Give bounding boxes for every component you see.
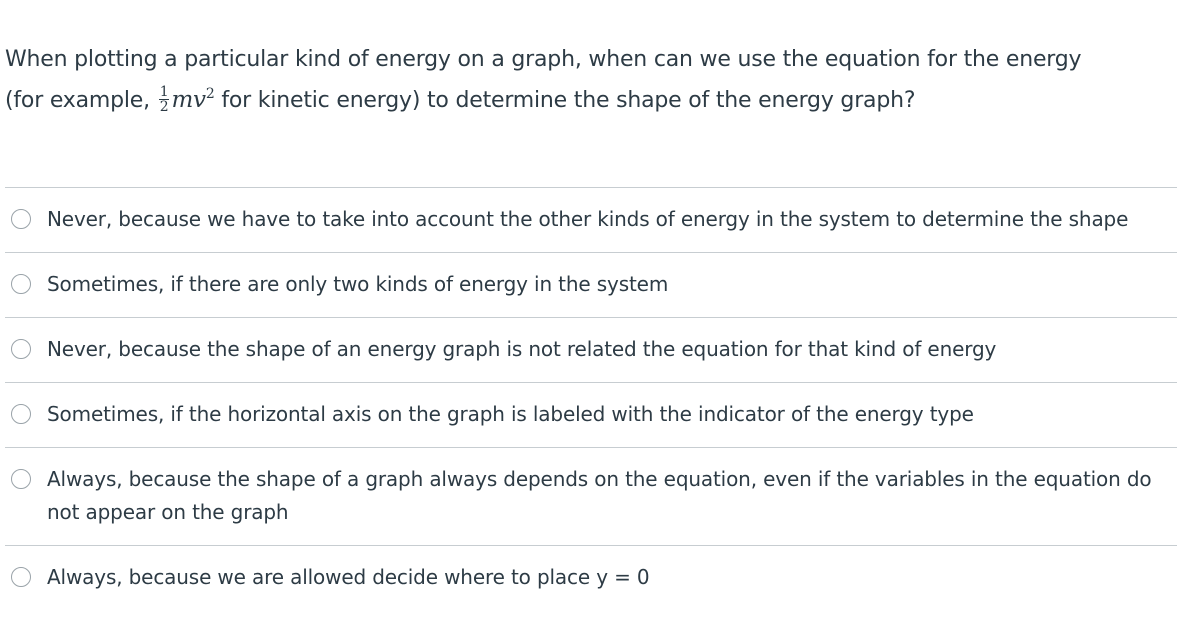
fraction-numerator: 1 bbox=[159, 83, 169, 100]
answer-label: Always, because the shape of a graph always depends on the equation, even if the variables in the equation do not appear on the graph bbox=[47, 467, 1152, 524]
answer-label: Sometimes, if there are only two kinds of energy in the system bbox=[47, 272, 669, 296]
answer-option-2[interactable] bbox=[5, 252, 1177, 317]
answer-option-6[interactable] bbox=[5, 545, 1177, 625]
radio-button[interactable] bbox=[11, 274, 31, 294]
answer-label: Always, because we are allowed decide where to place y = 0 bbox=[47, 565, 650, 589]
radio-button[interactable] bbox=[11, 209, 31, 229]
radio-button[interactable] bbox=[11, 567, 31, 587]
math-mv: mv bbox=[171, 87, 206, 113]
question-line-1: When plotting a particular kind of energy on a graph, when can we use the equation for the energy bbox=[5, 47, 1082, 72]
fraction-one-half bbox=[159, 85, 170, 114]
answer-option-3[interactable] bbox=[5, 317, 1177, 382]
radio-button[interactable] bbox=[11, 404, 31, 424]
answer-option-1[interactable] bbox=[5, 187, 1177, 252]
radio-button[interactable] bbox=[11, 469, 31, 489]
question-suffix: for kinetic energy) to determine the shape of the energy graph? bbox=[214, 88, 916, 113]
fraction-denominator: 2 bbox=[159, 98, 169, 115]
answer-label: Never, because we have to take into account the other kinds of energy in the system to determine the shape bbox=[47, 207, 1129, 231]
question-prefix: (for example, bbox=[5, 88, 157, 113]
radio-button[interactable] bbox=[11, 339, 31, 359]
answer-list bbox=[5, 187, 1177, 625]
math-exponent: 2 bbox=[205, 86, 215, 102]
answer-label: Sometimes, if the horizontal axis on the graph is labeled with the indicator of the energy type bbox=[47, 402, 974, 426]
question-text bbox=[5, 40, 1195, 121]
answer-label: Never, because the shape of an energy graph is not related the equation for that kind of energy bbox=[47, 337, 997, 361]
answer-option-4[interactable] bbox=[5, 382, 1177, 447]
answer-option-5[interactable] bbox=[5, 447, 1177, 545]
